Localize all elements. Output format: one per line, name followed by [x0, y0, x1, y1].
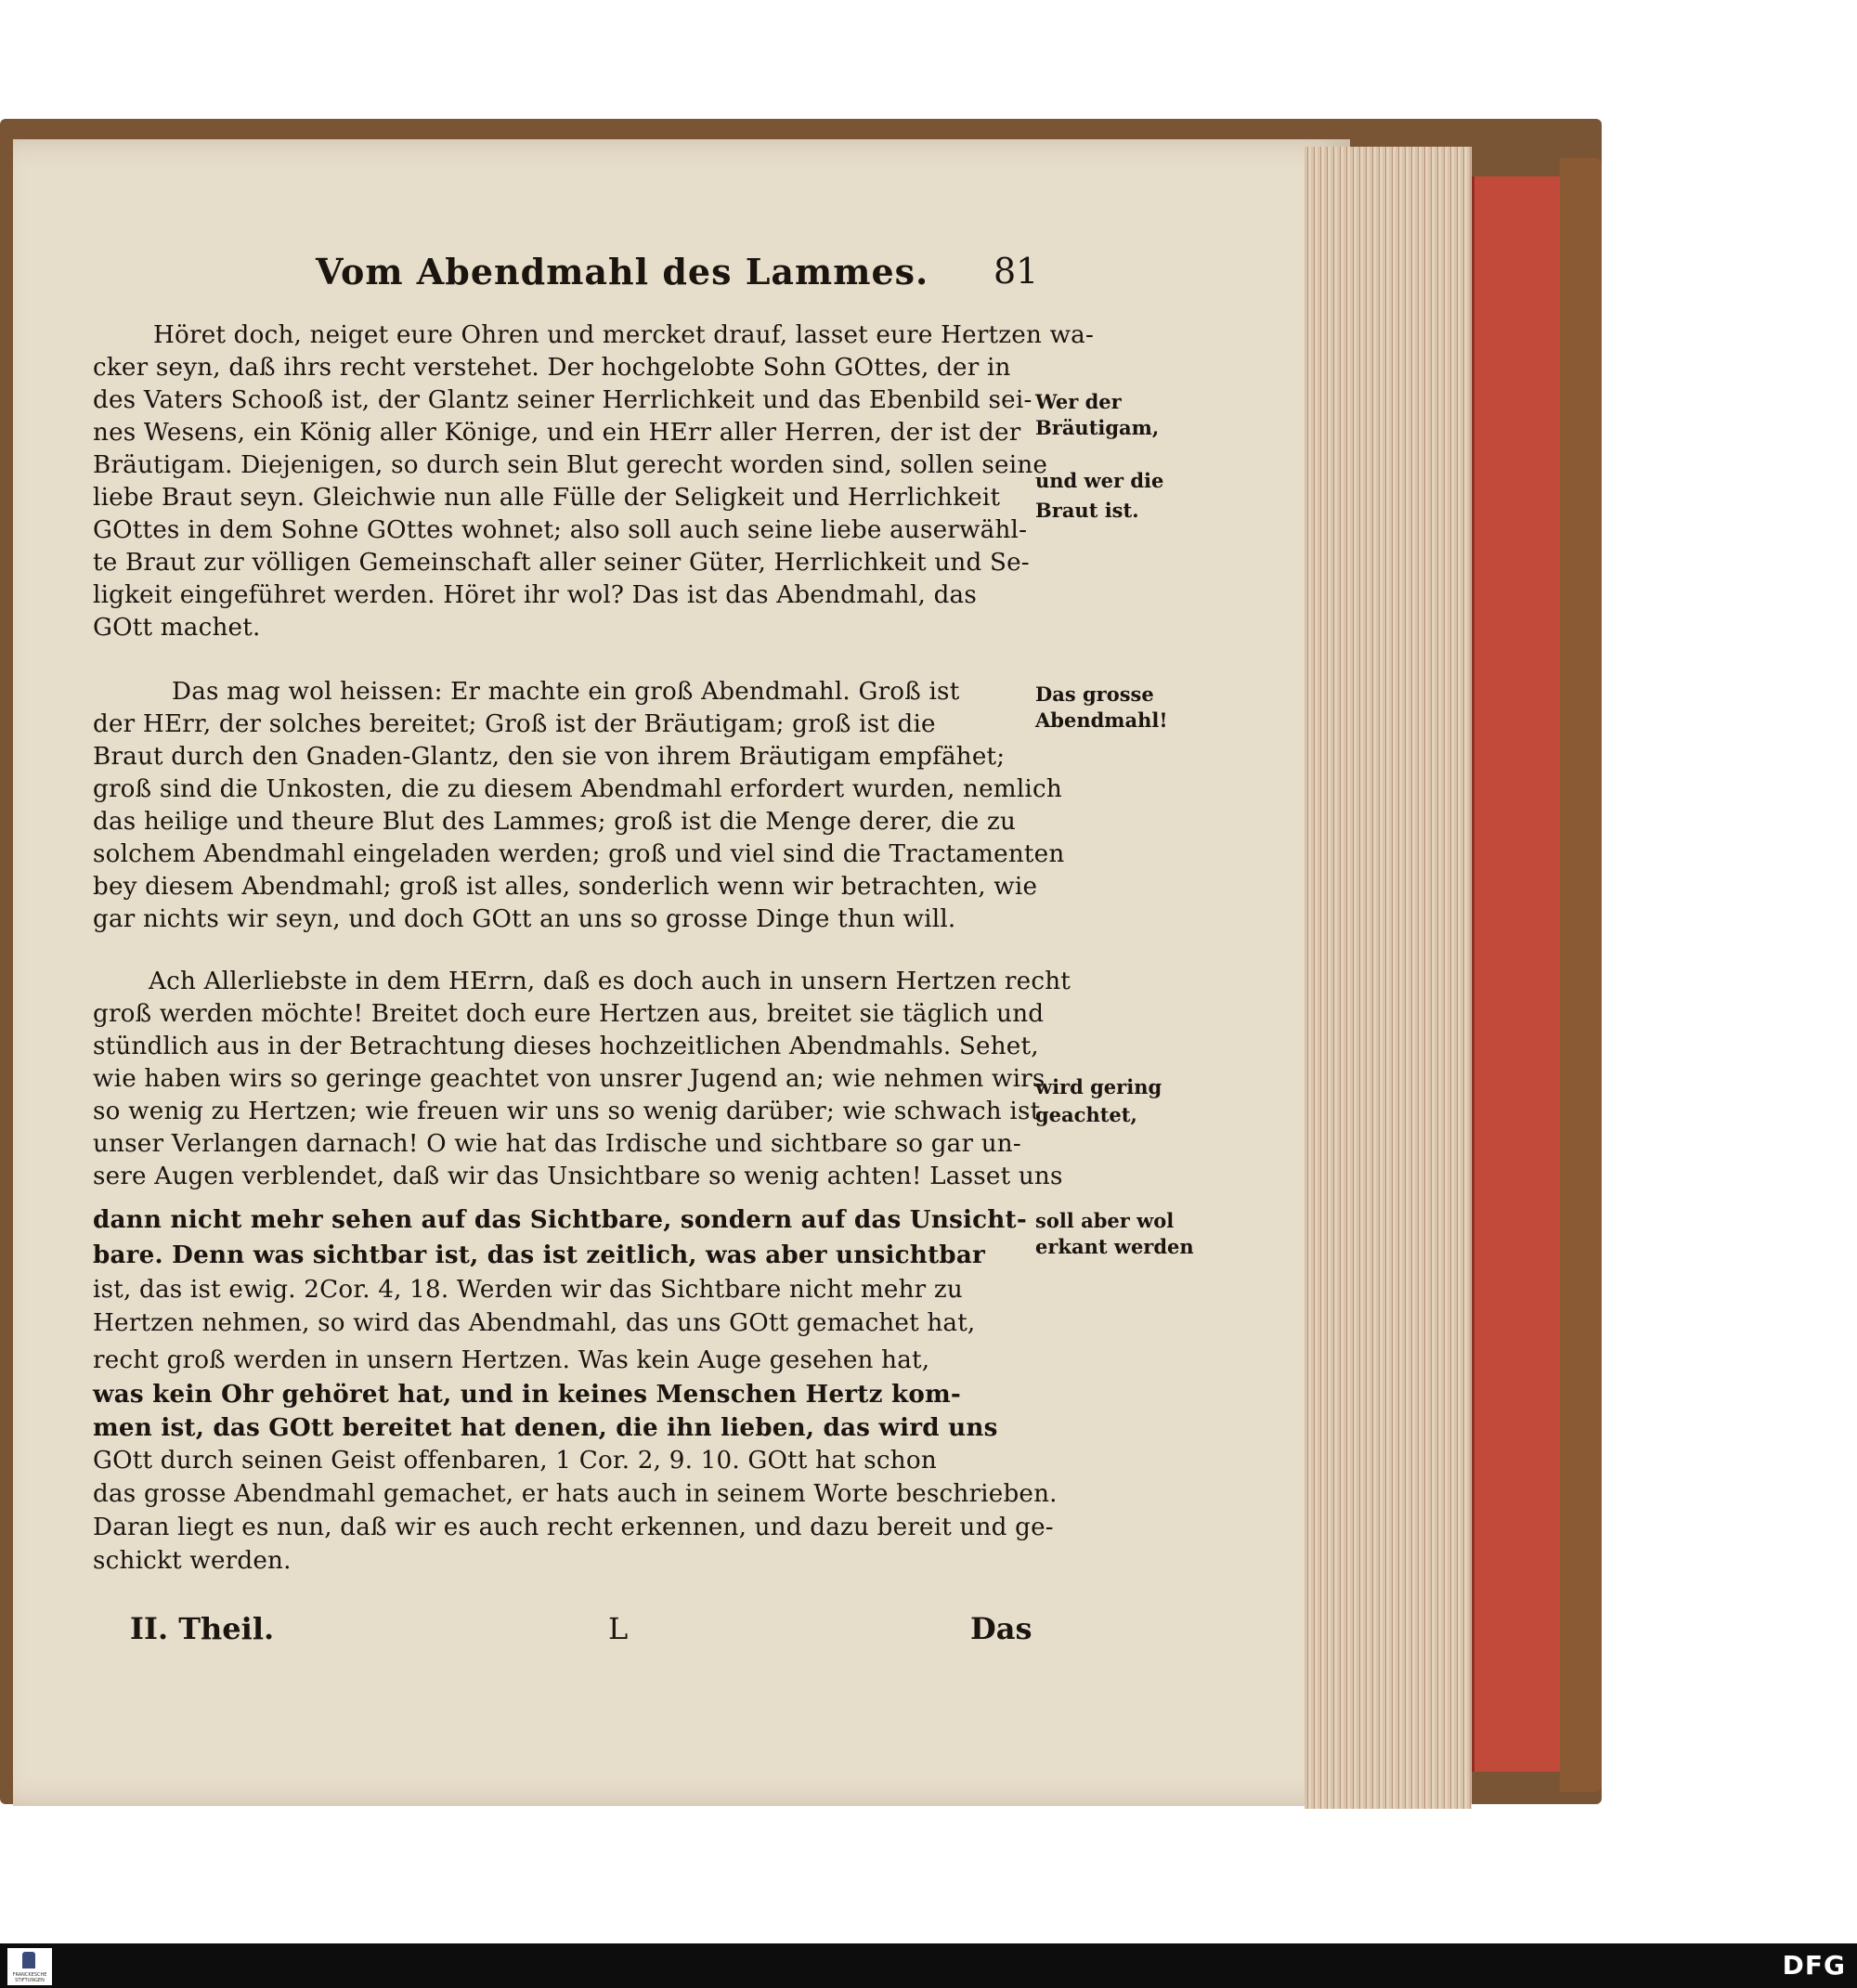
text-line: sere Augen verblendet, daß wir das Unsichtbare so wenig achten! Lasset uns [93, 1163, 1063, 1190]
text-line: Höret doch, neiget eure Ohren und mercket drauf, lasset eure Hertzen wa- [153, 321, 1095, 349]
building-icon [22, 1952, 35, 1969]
text-line: GOtt durch seinen Geist offenbaren, 1 Cor. 2, 9. 10. GOtt hat schon [93, 1447, 937, 1475]
logo-text: FRANCKESCHE STIFTUNGEN [12, 1972, 47, 1983]
text-line: wie haben wirs so geringe geachtet von unsrer Jugend an; wie nehmen wirs [93, 1065, 1045, 1093]
text-line: ist, das ist ewig. 2Cor. 4, 18. Werden wir das Sichtbare nicht mehr zu [93, 1276, 963, 1304]
part-label: II. Theil. [130, 1611, 275, 1646]
marginal-note: und wer die [1035, 469, 1164, 492]
text-line: gar nichts wir seyn, und doch GOtt an uns so grosse Dinge thun will. [93, 905, 956, 933]
text-line: liebe Braut seyn. Gleichwie nun alle Fülle der Seligkeit und Herrlichkeit [93, 484, 1001, 512]
text-line: stündlich aus in der Betrachtung dieses hochzeitlichen Abendmahls. Sehet, [93, 1033, 1039, 1060]
text-line: so wenig zu Hertzen; wie freuen wir uns so wenig darüber; wie schwach ist [93, 1098, 1041, 1125]
marginal-note: Wer der [1035, 390, 1122, 413]
text-line: GOtt machet. [93, 614, 261, 642]
text-line: recht groß werden in unsern Hertzen. Was kein Auge gesehen hat, [93, 1346, 930, 1374]
text-line: GOttes in dem Sohne GOttes wohnet; also soll auch seine liebe auserwähl- [93, 516, 1028, 544]
text-line: groß sind die Unkosten, die zu diesem Abendmahl erfordert wurden, nemlich [93, 775, 1062, 803]
running-title: Vom Abendmahl des Lammes. [316, 251, 929, 292]
page-edges [1305, 147, 1472, 1809]
text-line: der HErr, der solches bereitet; Groß ist der Bräutigam; groß ist die [93, 710, 936, 738]
text-line: dann nicht mehr sehen auf das Sichtbare, sondern auf das Unsicht- [93, 1205, 1027, 1234]
text-line: groß werden möchte! Breitet doch eure Hertzen aus, breitet sie täglich und [93, 1000, 1045, 1028]
marginal-note: Bräutigam, [1035, 416, 1160, 439]
marginal-note: erkant werden [1035, 1235, 1194, 1258]
text-line: solchem Abendmahl eingeladen werden; groß und viel sind die Tractamenten [93, 840, 1065, 868]
text-line: bare. Denn was sichtbar ist, das ist zeitlich, was aber unsichtbar [93, 1241, 985, 1269]
marginal-note: wird gering [1035, 1075, 1162, 1098]
marginal-note: Braut ist. [1035, 499, 1139, 522]
text-line: Daran liegt es nun, daß wir es auch recht erkennen, und dazu bereit und ge- [93, 1514, 1054, 1541]
text-line: was kein Ohr gehöret hat, und in keines Menschen Hertz kom- [93, 1380, 961, 1409]
franckesche-stiftungen-logo[interactable] [7, 1948, 52, 1985]
catchword: Das [970, 1611, 1032, 1646]
text-line: das heilige und theure Blut des Lammes; groß ist die Menge derer, die zu [93, 808, 1017, 836]
red-page-edge [1472, 176, 1563, 1772]
signature-mark: L [608, 1611, 629, 1646]
text-line: Das mag wol heissen: Er machte ein groß Abendmahl. Groß ist [172, 678, 960, 706]
text-line: ligkeit eingeführet werden. Höret ihr wol? Das ist das Abendmahl, das [93, 581, 977, 609]
text-line: Braut durch den Gnaden-Glantz, den sie von ihrem Bräutigam empfähet; [93, 743, 1006, 771]
text-line: das grosse Abendmahl gemachet, er hats auch in seinem Worte beschrieben. [93, 1480, 1058, 1508]
text-line: Hertzen nehmen, so wird das Abendmahl, das uns GOtt gemachet hat, [93, 1309, 976, 1337]
dfg-logo[interactable]: DFG [1782, 1950, 1846, 1981]
text-line: nes Wesens, ein König aller Könige, und ein HErr aller Herren, der ist der [93, 419, 1021, 447]
book-cover-edge [1560, 158, 1602, 1792]
text-line: bey diesem Abendmahl; groß ist alles, sonderlich wenn wir betrachten, wie [93, 873, 1038, 901]
text-line: men ist, das GOtt bereitet hat denen, die ihn lieben, das wird uns [93, 1413, 998, 1442]
text-line: unser Verlangen darnach! O wie hat das Irdische und sichtbare so gar un- [93, 1130, 1021, 1158]
text-line: Bräutigam. Diejenigen, so durch sein Blut gerecht worden sind, sollen seine [93, 451, 1048, 479]
page-number: 81 [993, 251, 1039, 292]
viewer-footer-bar [0, 1943, 1857, 1988]
text-line: schickt werden. [93, 1547, 292, 1575]
marginal-note: Abendmahl! [1035, 708, 1168, 732]
text-line: des Vaters Schooß ist, der Glantz seiner Herrlichkeit und das Ebenbild sei- [93, 386, 1032, 414]
text-line: Ach Allerliebste in dem HErrn, daß es doch auch in unsern Hertzen recht [149, 968, 1071, 995]
marginal-note: Das grosse [1035, 682, 1154, 706]
text-line: te Braut zur völligen Gemeinschaft aller seiner Güter, Herrlichkeit und Se- [93, 549, 1030, 577]
marginal-note: geachtet, [1035, 1103, 1137, 1126]
marginal-note: soll aber wol [1035, 1209, 1175, 1232]
text-line: cker seyn, daß ihrs recht verstehet. Der hochgelobte Sohn GOttes, der in [93, 354, 1011, 382]
